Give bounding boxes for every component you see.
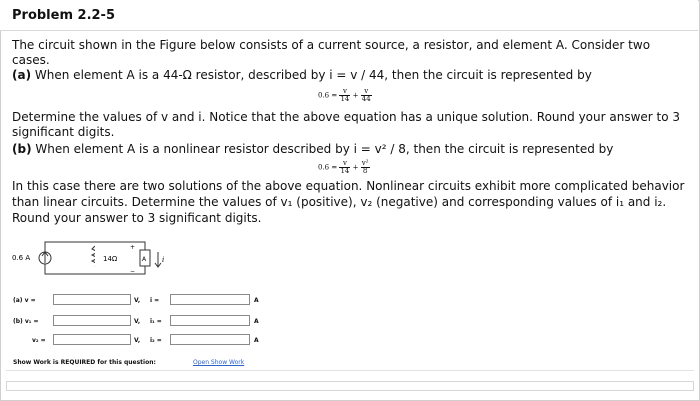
answer-a-unit-i: A [254, 297, 259, 304]
answer-c-v2-label: v₂ = [32, 337, 46, 344]
element-label: A [142, 256, 147, 263]
problem-title: Problem 2.2-5 [12, 8, 115, 23]
part-a-label: (a) [12, 68, 32, 82]
answer-i2-input[interactable] [170, 334, 250, 345]
part-b-statement [12, 141, 613, 157]
part-b-text: When element A is a nonlinear resistor described by i = v² / 8, then the circuit is represented by [35, 142, 614, 156]
answer-i1-input[interactable] [170, 315, 250, 326]
answer-c-unit-v: V, [134, 337, 141, 344]
answer-b-unit-v: V, [134, 318, 141, 325]
eq-b-left: 0.6 = [318, 163, 338, 172]
show-work-label: Show Work is REQUIRED for this question: [13, 359, 156, 366]
current-label: i [162, 256, 165, 264]
eq-a-frac1-num: v [339, 88, 350, 96]
eq-a-frac2-den: 44 [361, 95, 371, 103]
equation-b [318, 160, 370, 175]
answer-a-i-label: i = [150, 297, 160, 304]
part-b-line-3: Round your answer to 3 significant digits. [12, 211, 262, 225]
eq-a-frac2 [361, 88, 372, 103]
minus-label: − [130, 268, 136, 275]
answer-a-unit-v: V, [134, 297, 141, 304]
eq-a-plus: + [352, 91, 359, 100]
eq-b-frac1 [339, 160, 350, 175]
circuit-diagram [10, 232, 170, 282]
answer-v-input[interactable] [53, 294, 131, 305]
part-b-line-1: In this case there are two solutions of the above equation. Nonlinear circuits exhibit more complicated behavior [12, 179, 685, 193]
problem-header [0, 0, 698, 31]
source-label: 0.6 A [12, 254, 31, 262]
eq-a-left: 0.6 = [318, 91, 338, 100]
answer-v1-input[interactable] [53, 315, 131, 326]
equation-a [318, 88, 372, 103]
answer-c-unit-i: A [254, 337, 259, 344]
eq-a-frac2-num: v [361, 88, 372, 96]
eq-a-frac1-den: 14 [340, 95, 350, 103]
resistor-gap [95, 244, 99, 272]
answer-b-i1-label: i₁ = [150, 318, 162, 325]
part-a-determine-1: Determine the values of v and i. Notice that the above equation has a unique solution. Round your answer to 3 [12, 110, 681, 124]
answer-c-i2-label: i₂ = [150, 337, 162, 344]
answer-a-v-label: (a) v = [13, 297, 36, 304]
eq-b-frac2 [361, 160, 370, 175]
part-a-text: When element A is a 44-Ω resistor, described by i = v / 44, then the circuit is represented by [34, 68, 592, 82]
eq-b-frac1-den: 14 [340, 167, 350, 175]
footer-divider [6, 370, 694, 371]
eq-b-frac2-den: 8 [362, 167, 368, 175]
resistor-label: 14Ω [103, 255, 118, 263]
bottom-bar [6, 381, 694, 391]
answer-i-input[interactable] [170, 294, 250, 305]
part-b-label: (b) [12, 142, 32, 156]
answer-b-v1-label: (b) v₁ = [13, 318, 39, 325]
part-a-determine-2: significant digits. [12, 125, 115, 139]
intro-line-2: cases. [12, 53, 50, 67]
part-a-statement [12, 67, 592, 83]
eq-b-plus: + [352, 163, 359, 172]
intro-line-1: The circuit shown in the Figure below consists of a current source, a resistor, and element A. Consider two [12, 38, 651, 52]
answer-b-unit-i: A [254, 318, 259, 325]
eq-b-frac1-num: v [339, 160, 350, 168]
eq-b-frac2-num: v² [361, 159, 369, 167]
open-show-work-link[interactable]: Open Show Work [193, 359, 245, 366]
answer-v2-input[interactable] [53, 334, 131, 345]
plus-label: + [130, 244, 136, 251]
eq-a-frac1 [339, 88, 350, 103]
part-b-line-2: than linear circuits. Determine the values of v₁ (positive), v₂ (negative) and corresponding values of i₁ and i₂. [12, 195, 667, 209]
